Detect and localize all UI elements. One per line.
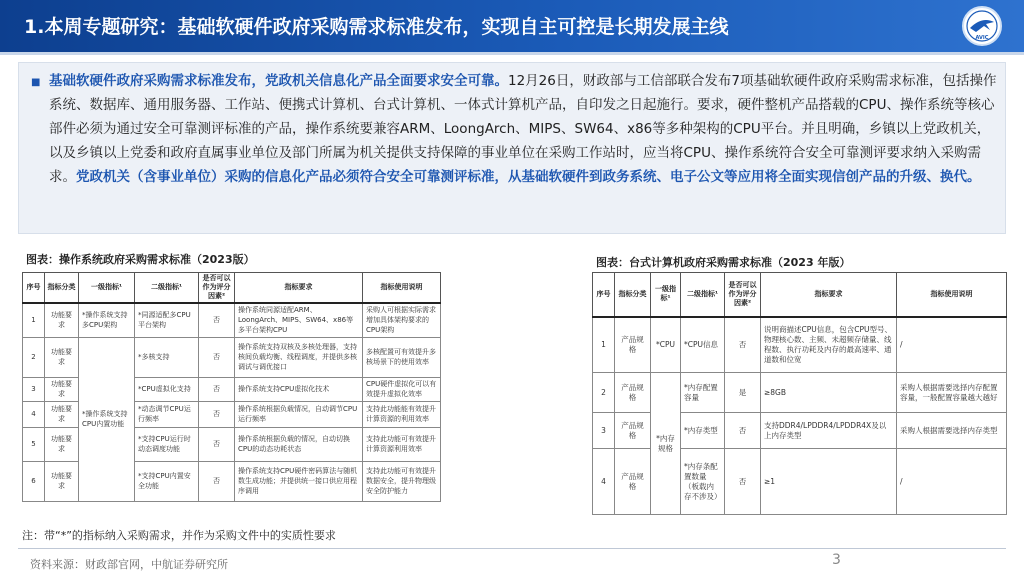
row-requirement: 操作系统同源适配ARM、LoongArch、MIPS、SW64、x86等多平台架构CPU (235, 303, 363, 337)
row-scoring: 是 (725, 373, 761, 413)
company-logo (962, 6, 1002, 46)
left-figure-title: 图表：操作系统政府采购需求标准（2023版） (26, 253, 255, 266)
row-category: 功能要求 (45, 461, 79, 501)
row-requirement: 说明商描述CPU信息，包含CPU型号、物理核心数、主频、未超频存储量、线程数、执行功耗及内存的最高速率、通道数和位宽 (761, 317, 897, 373)
row-number: 5 (23, 427, 45, 461)
page-number: 3 (832, 552, 841, 568)
row-level2: *动态调节CPU运行频率 (135, 401, 199, 427)
row-category: 功能要求 (45, 303, 79, 337)
row-number: 2 (593, 373, 615, 413)
header-cell: 是否可以作为评分因素² (725, 273, 761, 317)
row-requirement: 操作系统根据负载的情况，自动切换CPU的动态功耗状态 (235, 427, 363, 461)
row-level2: *CPU信息 (681, 317, 725, 373)
row-scoring: 否 (725, 449, 761, 515)
table-row (593, 317, 1007, 373)
summary-conclusion: 党政机关（含事业单位）采购的信息化产品必须符合安全可靠测评标准，从基础软硬件到政务系统、电子公文等应用将全面实现信创产品的升级、换代。 (76, 169, 981, 185)
row-category: 功能要求 (45, 401, 79, 427)
row-level1-merged: *内存规格 (651, 373, 681, 515)
header-cell: 一级指标¹ (651, 273, 681, 317)
row-number: 1 (593, 317, 615, 373)
summary-paragraph (49, 69, 999, 189)
summary-box (18, 62, 1006, 234)
footer-divider (18, 548, 1006, 549)
header-cell: 指标要求 (235, 273, 363, 304)
row-number: 1 (23, 303, 45, 337)
row-scoring: 否 (199, 303, 235, 337)
row-note: 支持此功能可有效提升数据安全，提升物理级安全防护能力 (363, 461, 441, 501)
right-figure-title: 图表：台式计算机政府采购需求标准（2023 年版） (596, 256, 851, 269)
summary-lead: 基础软硬件政府采购需求标准发布，党政机关信息化产品全面要求安全可靠。 (49, 73, 508, 89)
row-note: 支持此功能能有效提升计算资源的利用效率 (363, 401, 441, 427)
logo-text: AVIC (975, 35, 989, 41)
row-number: 4 (23, 401, 45, 427)
row-category: 功能要求 (45, 337, 79, 377)
header-cell: 二级指标¹ (135, 273, 199, 304)
row-note: 采购人根据需要选择内存配置容量，一般配置容量越大越好 (897, 373, 1007, 413)
row-scoring: 否 (725, 413, 761, 449)
row-note: 采购人可根据实际需求增加具体架构要求的CPU架构 (363, 303, 441, 337)
footnote: 注：带“*”的指标纳入采购需求，并作为采购文件中的实质性要求 (22, 529, 336, 542)
row-requirement: 操作系统根据负载情况，自动调节CPU运行频率 (235, 401, 363, 427)
row-requirement: ≥1 (761, 449, 897, 515)
summary-bullet-icon: ■ (31, 77, 41, 88)
os-standard-table (22, 272, 441, 502)
header-cell: 序号 (593, 273, 615, 317)
header-cell: 指标使用说明 (897, 273, 1007, 317)
source-text: 资料来源：财政部官网，中航证券研究所 (30, 558, 228, 571)
row-note: 支持此功能可有效提升计算资源利用效率 (363, 427, 441, 461)
row-scoring: 否 (199, 461, 235, 501)
row-level2: *内存条配置数量（板载内存不涉及） (681, 449, 725, 515)
header-cell: 是否可以作为评分因素² (199, 273, 235, 304)
row-number: 3 (593, 413, 615, 449)
row-requirement: 操作系统支持双核及多核处理器，支持核间负载均衡、线程调度，并提供多核调试与调优接口 (235, 337, 363, 377)
row-number: 2 (23, 337, 45, 377)
row-level1-merged: *操作系统支持CPU内置功能 (79, 337, 135, 501)
header-cell: 一级指标¹ (79, 273, 135, 304)
row-note: / (897, 317, 1007, 373)
header-cell: 指标分类 (45, 273, 79, 304)
row-category: 产品规格 (615, 317, 651, 373)
header-cell: 指标使用说明 (363, 273, 441, 304)
row-category: 产品规格 (615, 413, 651, 449)
row-level2: *同源适配多CPU平台架构 (135, 303, 199, 337)
table-row (593, 373, 1007, 413)
row-level2: *内存配置容量 (681, 373, 725, 413)
row-level1: *CPU (651, 317, 681, 373)
row-note: 采购人根据需要选择内存类型 (897, 413, 1007, 449)
row-number: 4 (593, 449, 615, 515)
row-requirement: 支持DDR4/LPDDR4/LPDDR4X及以上内存类型 (761, 413, 897, 449)
row-note: / (897, 449, 1007, 515)
row-category: 功能要求 (45, 377, 79, 401)
row-category: 功能要求 (45, 427, 79, 461)
row-category: 产品规格 (615, 373, 651, 413)
row-note: 多核配置可有效提升多核场景下的使用效率 (363, 337, 441, 377)
summary-body: 12月26日，财政部与工信部联合发布7项基础软硬件政府采购需求标准，包括操作系统、数据库、通用服务器、工作站、便携式计算机、台式计算机、一体式计算机产品，自印发之日起施行。要求，硬件整机产品搭载的CPU、操作系统等核心部件必须为通过安全可靠测评标准的产品，操作系统要兼容ARM、LoongArch、MIPS、SW64、x86等多种架构的CPU平台。并且明确，乡镇以上党政机关，以及乡镇以上党委和政府直属事业单位及部门所属为机关提供支持保障的事业单位在采购工作站时，应当将CPU、操作系统符合安全可靠测评要求纳入采购需求。 (49, 73, 997, 185)
row-requirement: ≥8GB (761, 373, 897, 413)
table-header-row (593, 273, 1007, 317)
table-row (23, 337, 441, 377)
row-scoring: 否 (725, 317, 761, 373)
row-scoring: 否 (199, 377, 235, 401)
header-cell: 二级指标¹ (681, 273, 725, 317)
row-scoring: 否 (199, 401, 235, 427)
desktop-standard-table (592, 272, 1007, 515)
row-scoring: 否 (199, 337, 235, 377)
row-requirement: 操作系统支持CPU虚拟化技术 (235, 377, 363, 401)
row-level2: *支持CPU运行时动态调度功能 (135, 427, 199, 461)
header-divider (0, 52, 1024, 55)
page-title: 1.本周专题研究：基础软硬件政府采购需求标准发布，实现自主可控是长期发展主线 (24, 16, 729, 38)
row-number: 6 (23, 461, 45, 501)
header-bar (0, 0, 1024, 52)
row-level2: *多核支持 (135, 337, 199, 377)
row-level2: *CPU虚拟化支持 (135, 377, 199, 401)
header-cell: 序号 (23, 273, 45, 304)
row-level2: *支持CPU内置安全功能 (135, 461, 199, 501)
row-scoring: 否 (199, 427, 235, 461)
row-level1: *操作系统支持多CPU架构 (79, 303, 135, 337)
row-requirement: 操作系统支持CPU硬件密码算法与随机数生成功能；并提供统一接口供应用程序调用 (235, 461, 363, 501)
row-note: CPU硬件虚拟化可以有效提升虚拟化效率 (363, 377, 441, 401)
table-row (23, 303, 441, 337)
header-cell: 指标要求 (761, 273, 897, 317)
row-level2: *内存类型 (681, 413, 725, 449)
row-number: 3 (23, 377, 45, 401)
header-cell: 指标分类 (615, 273, 651, 317)
table-header-row (23, 273, 441, 304)
row-category: 产品规格 (615, 449, 651, 515)
